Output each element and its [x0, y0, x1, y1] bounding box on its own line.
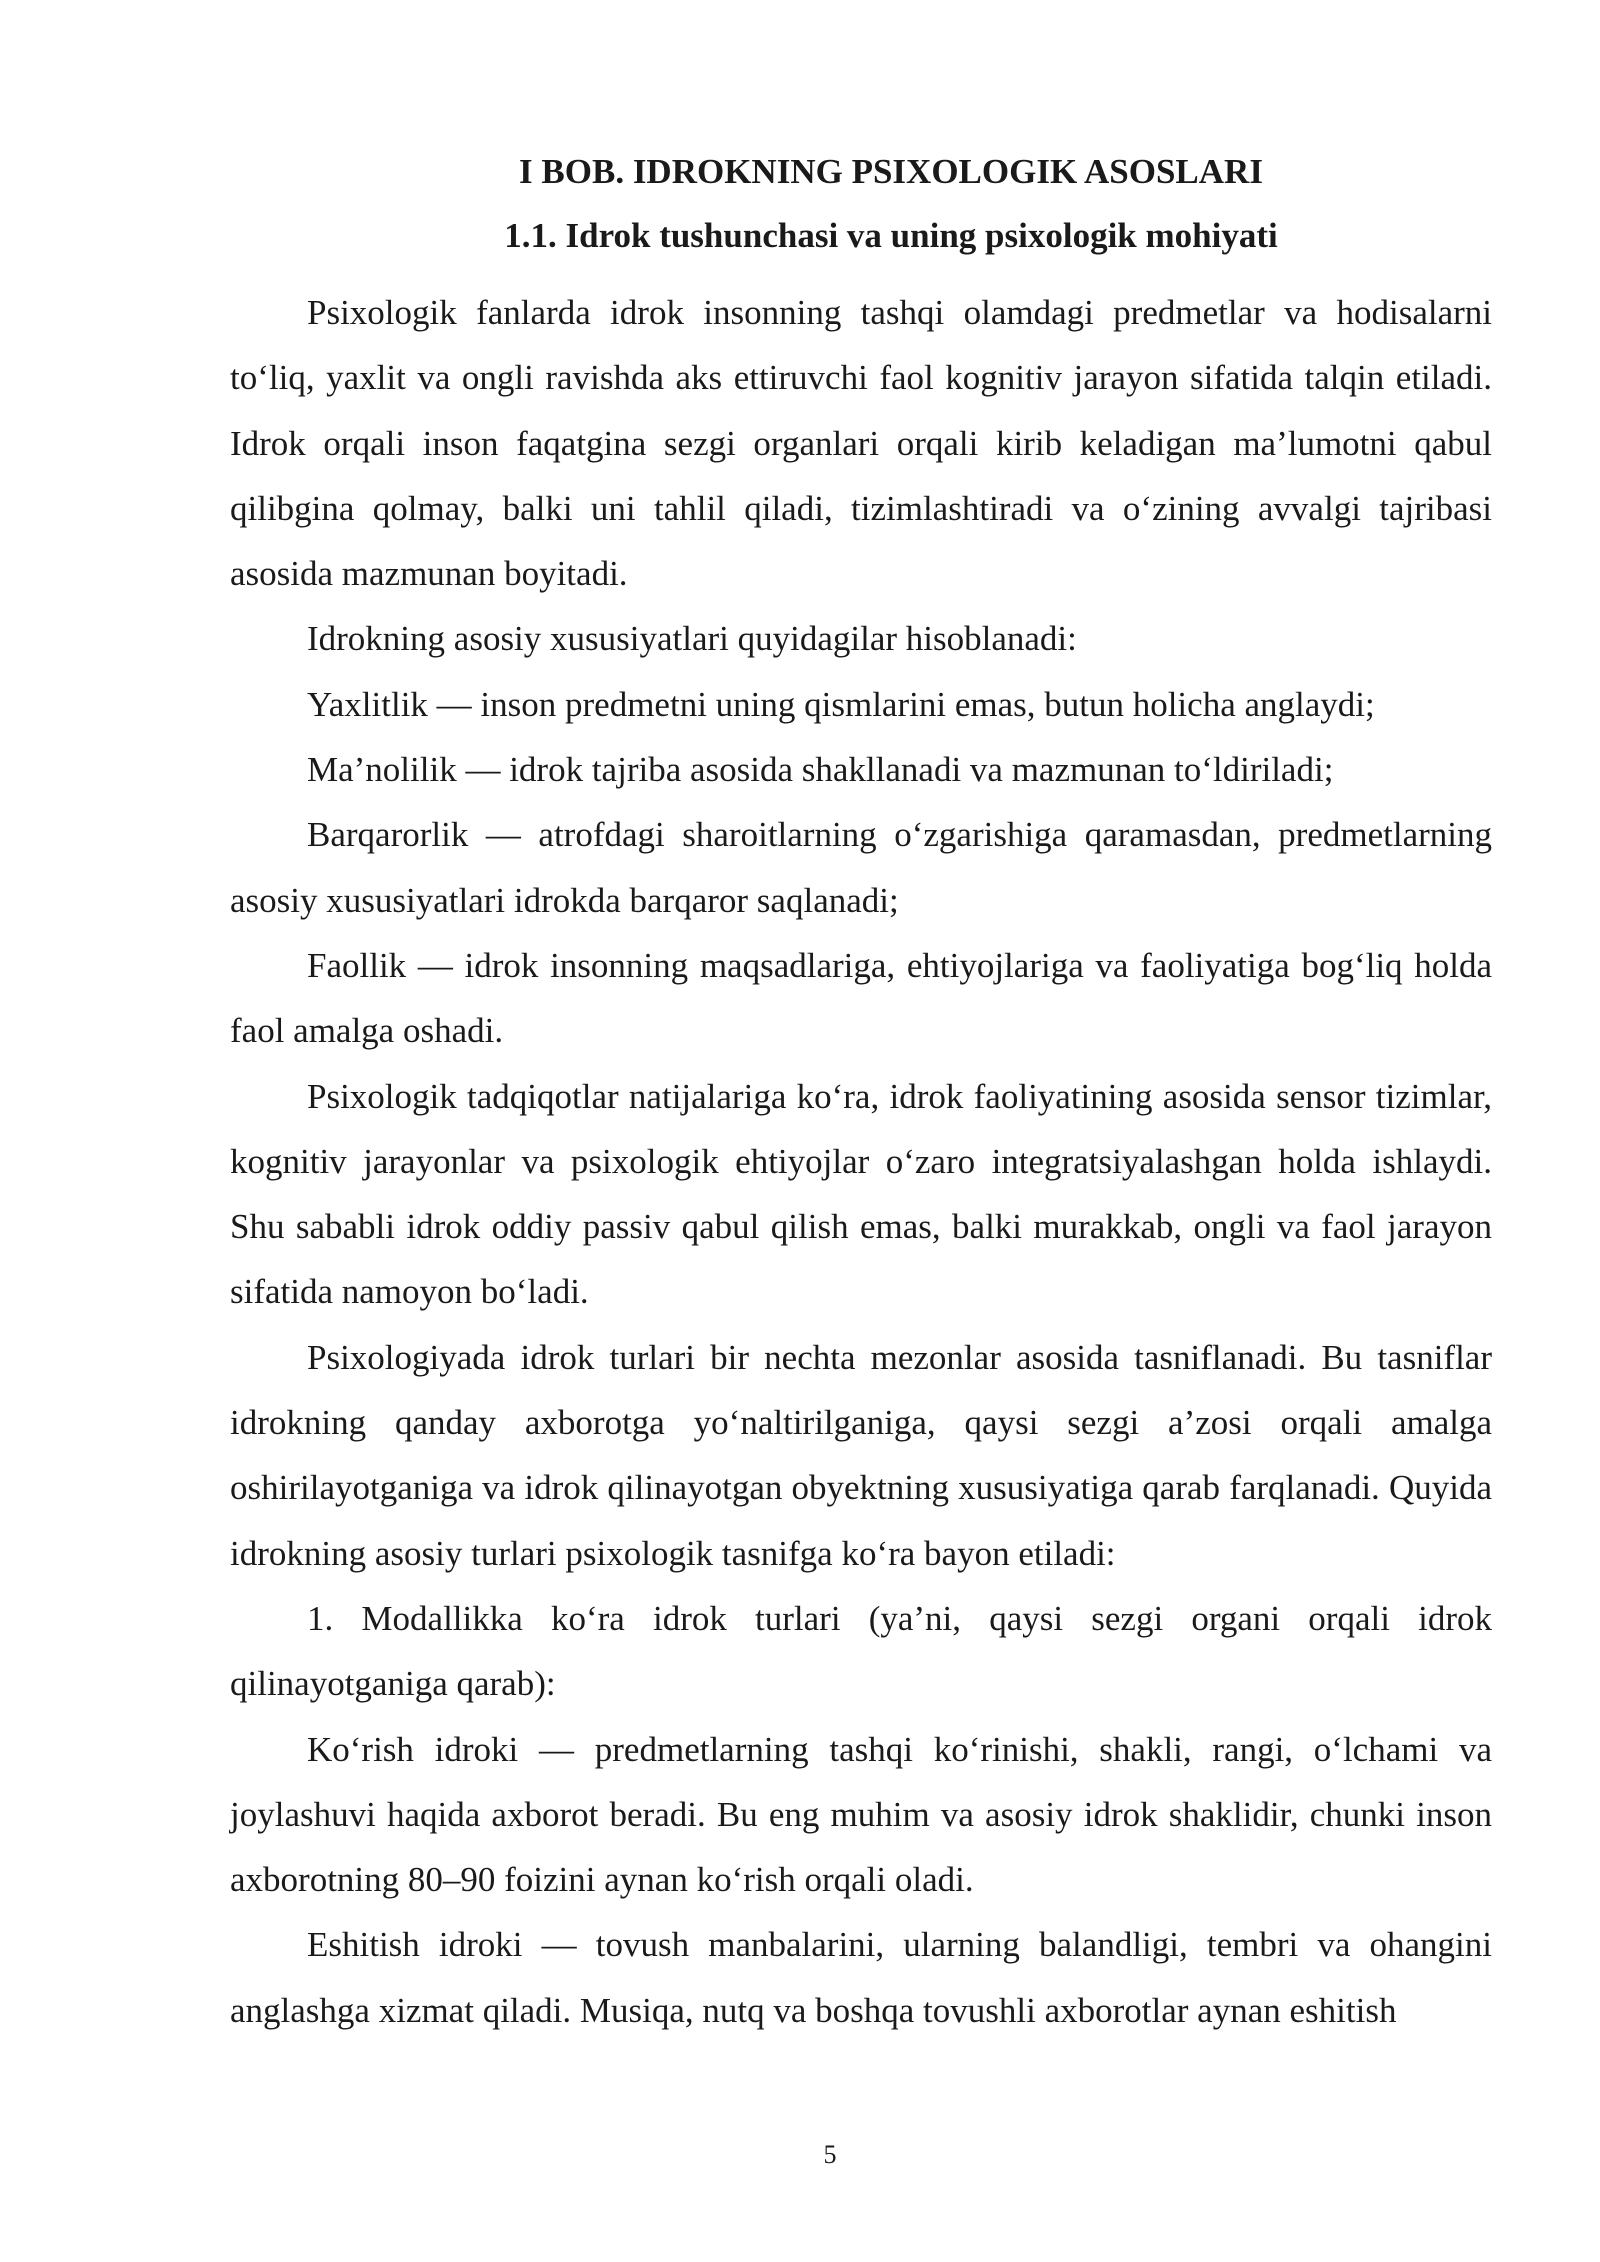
page-number: 5 [823, 2140, 837, 2169]
paragraph: Yaxlitlik — inson predmetni uning qismlarini emas, butun holicha anglaydi; [307, 684, 1375, 724]
paragraph: Faollik — idrok insonning maqsadlariga, ehtiyojlariga va faoliyatiga bog‘liq holda faol amalga oshadi. [230, 945, 1492, 1051]
paragraph: Eshitish idroki — tovush manbalarini, ularning balandligi, tembri va ohangini anglashga xizmat qiladi. Musiqa, nutq va boshqa tovushli axborotlar aynan eshitish [230, 1925, 1492, 2030]
paragraph: Psixologik tadqiqotlar natijalariga ko‘ra, idrok faoliyatining asosida sensor tizimlar, kognitiv jarayonlar va psixologik ehtiyojlar o‘zaro integratsiyalashgan holda ishlaydi. Shu sababli idrok oddiy passiv qabul qilish emas, balki murakkab, ongli va faol jarayon sifatida namoyon bo‘ladi. [230, 1076, 1492, 1312]
paragraph: Ma’nolilik — idrok tajriba asosida shakllanadi va mazmunan to‘ldiriladi; [307, 750, 1334, 790]
paragraph: Barqarorlik — atrofdagi sharoitlarning o‘zgarishiga qaramasdan, predmetlarning asosiy xususiyatlari idrokda barqaror saqlanadi; [230, 815, 1492, 920]
paragraph: 1. Modallikka ko‘ra idrok turlari (ya’ni, qaysi sezgi organi orqali idrok qilinayotganiga qarab): [230, 1598, 1492, 1704]
document-page [230, 150, 1492, 2043]
paragraph: Psixologiyada idrok turlari bir nechta mezonlar asosida tasniflanadi. Bu tasniflar idrokning qanday axborotga yo‘naltirilganiga, qaysi sezgi a’zosi orqali amalga oshirilayotganiga va idrok qilinayotgan obyektning xususiyatiga qarab farqlanadi. Quyida idrokning asosiy turlari psixologik tasnifga ko‘ra bayon etiladi: [230, 1337, 1492, 1573]
body-text [230, 280, 1492, 2043]
paragraph: Ko‘rish idroki — predmetlarning tashqi ko‘rinishi, shakli, rangi, o‘lchami va joylashuvi haqida axborot beradi. Bu eng muhim va asosiy idrok shaklidir, chunki inson axborotning 80–90 foizini aynan ko‘rish orqali oladi. [230, 1729, 1492, 1900]
section-title: 1.1. Idrok tushunchasi va uning psixologik mohiyati [504, 216, 1278, 255]
chapter-title: I BOB. IDROKNING PSIXOLOGIK ASOSLARI [519, 152, 1263, 191]
paragraph: Psixologik fanlarda idrok insonning tashqi olamdagi predmetlar va hodisalarni to‘liq, yaxlit va ongli ravishda aks ettiruvchi faol kognitiv jarayon sifatida talqin etiladi. Idrok orqali inson faqatgina sezgi organlari orqali kirib keladigan ma’lumotni qabul qilibgina qolmay, balki uni tahlil qiladi, tizimlashtiradi va o‘zining avvalgi tajribasi asosida mazmunan boyitadi. [230, 293, 1492, 594]
paragraph: Idrokning asosiy xususiyatlari quyidagilar hisoblanadi: [307, 619, 1077, 659]
